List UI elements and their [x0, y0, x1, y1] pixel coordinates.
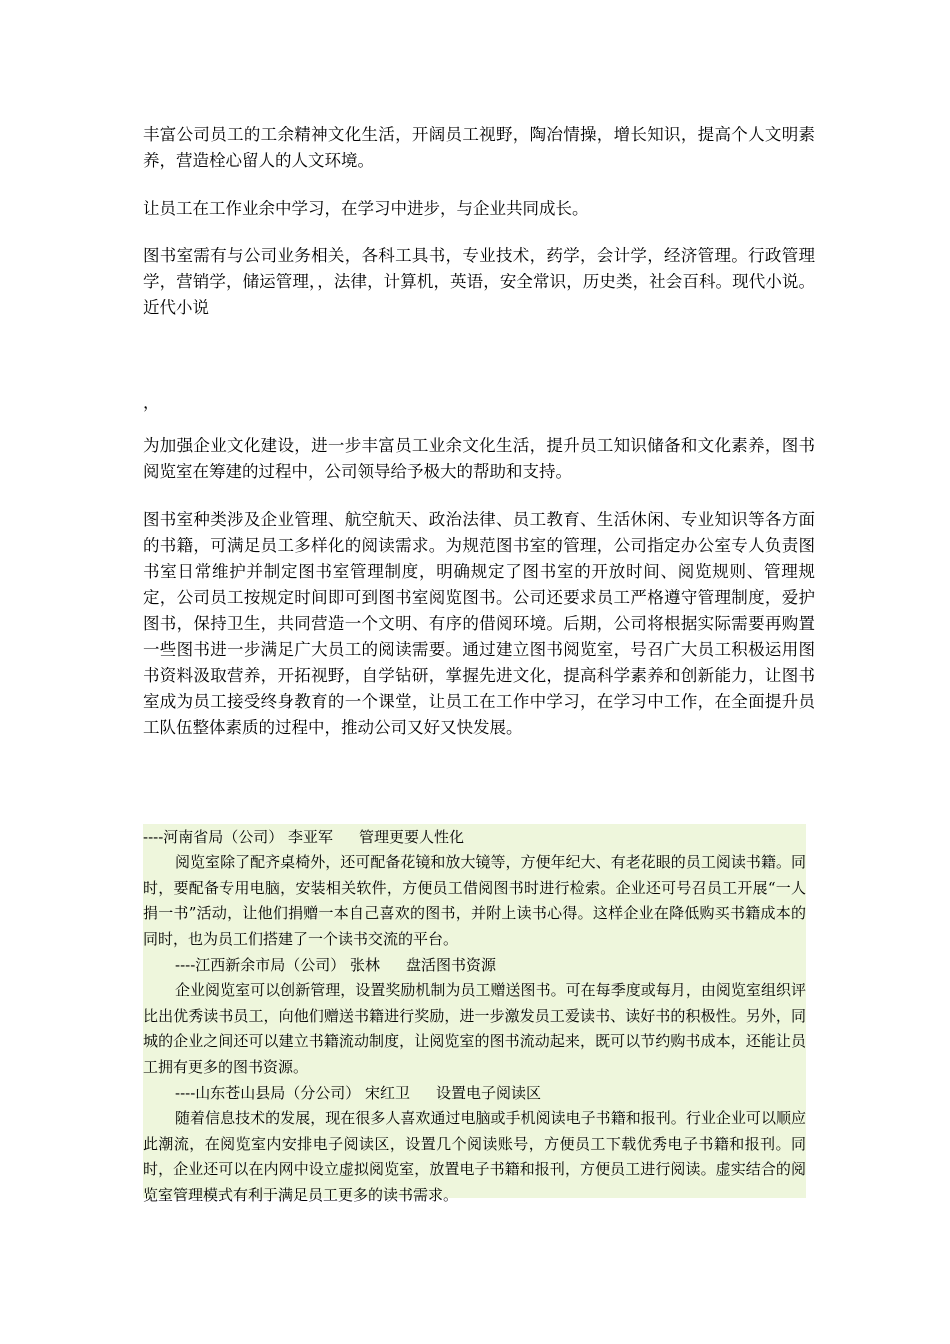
quote-1-body: 阅览室除了配齐桌椅外，还可配备花镜和放大镜等，方便年纪大、有老花眼的员工阅读书籍。同时，要配备专用电脑，安装相关软件，方便员工借阅图书时进行检索。企业还可号召员工开展“一人捐一书”活动，让他们捐赠一本自己喜欢的图书，并附上读书心得。这样企业在降低购买书籍成本的同时，也为员工们搭建了一个读书交流的平台。 — [143, 853, 806, 948]
quote-3-title: 设置电子阅读区 — [436, 1084, 542, 1102]
paragraph-book-categories: 图书室需有与公司业务相关，各科工具书，专业技术，药学，会计学，经济管理。行政管理学，营销学，储运管理，，法律，计算机，英语，安全常识，历史类，社会百科。现代小说。近代小说 — [143, 246, 815, 317]
paragraph-comma: ， — [143, 393, 160, 412]
quote-2-body: 企业阅览室可以创新管理，设置奖励机制为员工赠送图书。可在每季度或每月，由阅览室组织评比出优秀读书员工，向他们赠送书籍进行奖励，进一步激发员工爱读书、读好书的积极性。另外，同城的企业之间还可以建立书籍流动制度，让阅览室的图书流动起来，既可以节约购书成本，还能让员工拥有更多的图书资源。 — [143, 981, 806, 1076]
quote-3-body: 随着信息技术的发展，现在很多人喜欢通过电脑或手机阅读电子书籍和报刊。行业企业可以顺应此潮流，在阅览室内安排电子阅读区，设置几个阅读账号，方便员工下载优秀电子书籍和报刊。同时，企业还可以在内网中设立虚拟阅览室，放置电子书籍和报刊，方便员工进行阅读。虚实结合的阅览室管理模式有利于满足员工更多的读书需求。 — [143, 1109, 806, 1204]
paragraph-culture-building: 为加强企业文化建设，进一步丰富员工业余文化生活，提升员工知识储备和文化素养，图书阅览室在筹建的过程中，公司领导给予极大的帮助和支持。 — [143, 436, 815, 481]
quote-1-header — [143, 825, 806, 851]
quote-2-source: ----江西新余市局（公司） 张林 — [175, 956, 381, 974]
paragraph-purpose: 丰富公司员工的工余精神文化生活，开阔员工视野，陶冶情操，增长知识，提高个人文明素养，营造栓心留人的人文环境。 — [143, 125, 815, 170]
quote-3-source: ----山东苍山县局（分公司） 宋红卫 — [175, 1084, 411, 1102]
paragraph-learning: 让员工在工作业余中学习，在学习中进步，与企业共同成长。 — [143, 199, 589, 218]
quote-2-title: 盘活图书资源 — [406, 956, 497, 974]
quote-1-title: 管理更要人性化 — [359, 828, 465, 846]
quote-2-header — [143, 953, 806, 979]
paragraph-library-management: 图书室种类涉及企业管理、航空航天、政治法律、员工教育、生活休闲、专业知识等各方面的书籍，可满足员工多样化的阅读需求。为规范图书室的管理，公司指定办公室专人负责图书室日常维护并制定图书室管理制度，明确规定了图书室的开放时间、阅览规则、管理规定，公司员工按规定时间即可到图书室阅览图书。公司还要求员工严格遵守管理制度，爱护图书，保持卫生，共同营造一个文明、有序的借阅环境。后期，公司将根据实际需要再购置一些图书进一步满足广大员工的阅读需要。通过建立图书阅览室，号召广大员工积极运用图书资料汲取营养，开拓视野，自学钻研，掌握先进文化，提高科学素养和创新能力，让图书室成为员工接受终身教育的一个课堂，让员工在工作中学习，在学习中工作，在全面提升员工队伍整体素质的过程中，推动公司又好又快发展。 — [143, 510, 815, 737]
quote-1-source: ----河南省局（公司） 李亚军 — [143, 828, 334, 846]
quote-3-header — [143, 1081, 806, 1107]
